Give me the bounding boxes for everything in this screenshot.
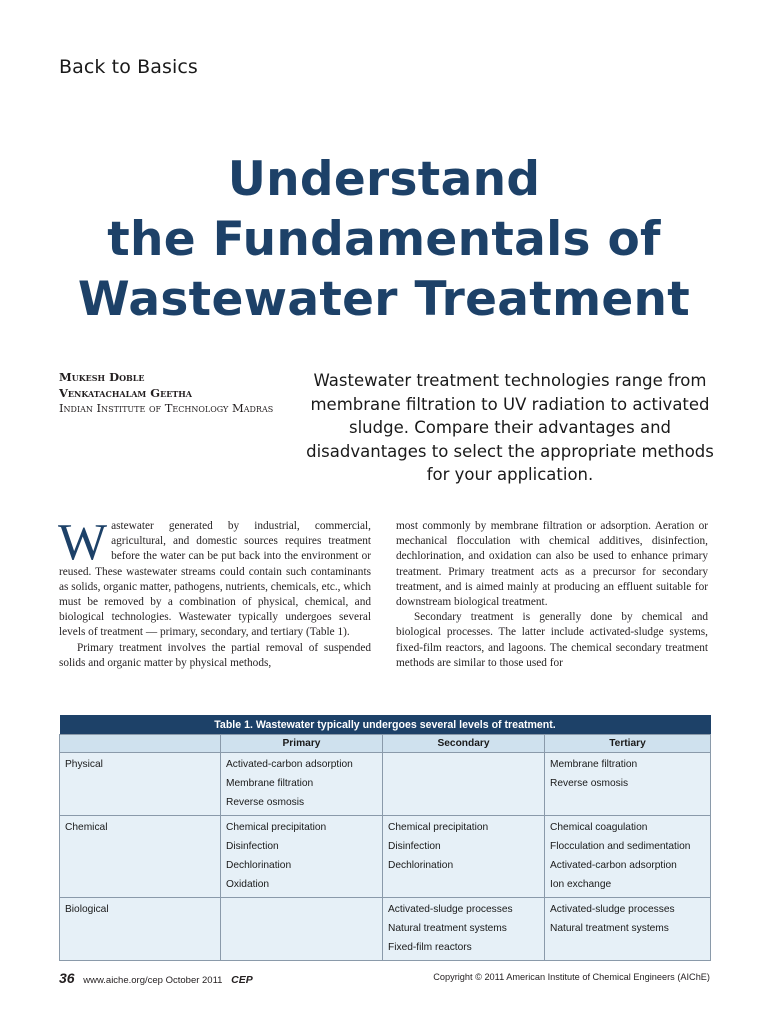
title-line-3: Wastewater Treatment xyxy=(77,272,691,327)
table-column-header: Secondary xyxy=(383,735,545,753)
table-cell xyxy=(221,753,383,816)
footer-url[interactable]: www.aiche.org/cep xyxy=(83,975,163,986)
body-paragraph xyxy=(58,514,371,641)
body-text: astewater generated by industrial, commercial, agricultural, and domestic sources requires treatment before the water can be put back into the environment or reused. These wastewater streams could contain such contaminants as solids, organic matter, pathogens, nutrients, chemicals, etc., which must be removed by a combination of physical, chemical, and biological technologies. Wastewater typically undergoes several levels of treatment — primary, secondary, and tertiary (Table 1). xyxy=(59,520,371,639)
body-paragraph: Secondary treatment is generally done by chemical and biological processes. The latter include activated-sludge systems, fixed-film reactors, and lagoons. The chemical secondary treatment methods are similar to those used for xyxy=(396,611,708,669)
author-name: Mukesh Doble xyxy=(59,370,145,384)
copyright-notice: Copyright © 2011 American Institute of Chemical Engineers (AIChE) xyxy=(433,972,710,982)
row-label: Chemical xyxy=(65,822,108,833)
cell-item: Activated-carbon adsorption xyxy=(226,759,353,770)
cell-item: Chemical coagulation xyxy=(550,822,648,833)
cell-item: Natural treatment systems xyxy=(550,923,669,934)
table-caption: Table 1. Wastewater typically undergoes several levels of treatment. xyxy=(60,715,711,735)
body-paragraph: Primary treatment involves the partial removal of suspended solids and organic matter by physical methods, xyxy=(59,641,371,669)
body-column-left xyxy=(58,514,371,671)
row-label-cell xyxy=(60,753,221,816)
body-paragraph: most commonly by membrane filtration or adsorption. Aeration or mechanical flocculation with chemical additives, disinfection, dechlorination, and oxidation can also be used to enhance primary treatment. Primary treatment acts as a precursor for secondary treatment, and is aimed mainly at producing an effluent suitable for downstream biological treatment. xyxy=(396,520,708,609)
table-row xyxy=(60,898,711,961)
page-footer xyxy=(59,970,253,986)
row-label: Physical xyxy=(65,759,103,770)
article-title xyxy=(40,150,728,330)
row-label-cell xyxy=(60,816,221,898)
title-line-2: the Fundamentals of xyxy=(107,212,661,267)
table-cell xyxy=(545,816,711,898)
row-label: Biological xyxy=(65,904,109,915)
table-row xyxy=(60,816,711,898)
body-column-right xyxy=(396,519,708,671)
table-column-header xyxy=(60,735,221,753)
cell-item: Flocculation and sedimentation xyxy=(550,841,691,852)
table-row xyxy=(60,753,711,816)
table-cell xyxy=(221,816,383,898)
cell-item: Activated-carbon adsorption xyxy=(550,860,677,871)
title-line-1: Understand xyxy=(227,152,541,207)
cell-item: Activated-sludge processes xyxy=(388,904,513,915)
author-affiliation: Indian Institute of Technology Madras xyxy=(59,401,274,415)
cell-item: Dechlorination xyxy=(226,860,292,871)
cell-item: Membrane filtration xyxy=(550,759,638,770)
row-label-cell xyxy=(60,898,221,961)
cell-item: Natural treatment systems xyxy=(388,923,507,934)
table-cell xyxy=(221,898,383,961)
page-number: 36 xyxy=(59,970,75,986)
cell-item: Disinfection xyxy=(226,841,279,852)
drop-cap: W xyxy=(58,514,108,571)
table-cell xyxy=(383,816,545,898)
author-block xyxy=(59,370,273,417)
cell-item: Chemical precipitation xyxy=(226,822,327,833)
table-column-header: Tertiary xyxy=(545,735,711,753)
cell-item: Activated-sludge processes xyxy=(550,904,675,915)
cell-item: Dechlorination xyxy=(388,860,454,871)
cell-item: Chemical precipitation xyxy=(388,822,489,833)
cell-item: Reverse osmosis xyxy=(226,797,305,808)
cell-item: Reverse osmosis xyxy=(550,778,629,789)
cell-item: Oxidation xyxy=(226,879,270,890)
cell-item: Ion exchange xyxy=(550,879,612,890)
table-cell xyxy=(383,753,545,816)
table-column-header: Primary xyxy=(221,735,383,753)
treatment-levels-table xyxy=(59,715,711,961)
footer-issue: October 2011 xyxy=(165,975,223,986)
table-cell xyxy=(545,898,711,961)
cell-item: Membrane filtration xyxy=(226,778,314,789)
section-label: Back to Basics xyxy=(59,56,198,78)
table-cell xyxy=(545,753,711,816)
journal-logo: CEP xyxy=(231,974,253,986)
author-name: Venkatachalam Geetha xyxy=(59,385,193,400)
article-deck: Wastewater treatment technologies range from membrane filtration to UV radiation to activated sludge. Compare their advantages and disadvantages to select the appropriate methods for your application. xyxy=(306,371,714,484)
cell-item: Disinfection xyxy=(388,841,441,852)
table-cell xyxy=(383,898,545,961)
cell-item: Fixed-film reactors xyxy=(388,942,472,953)
